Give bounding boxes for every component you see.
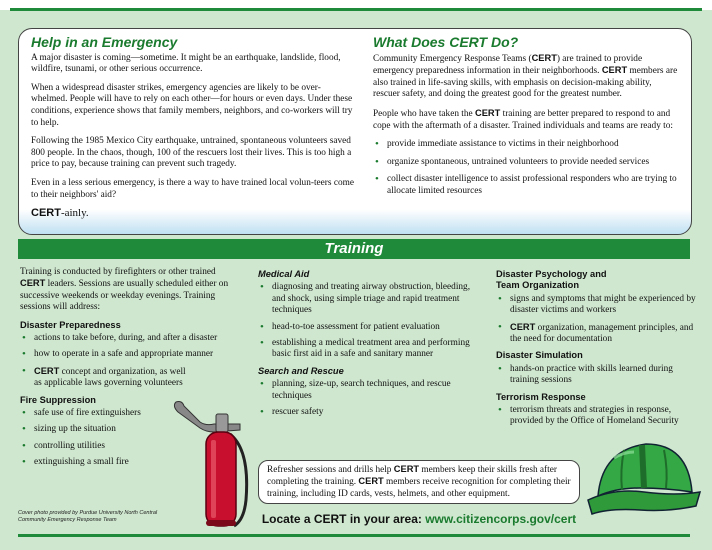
list-item: • organize spontaneous, untrained volunteers to provide needed services: [373, 157, 679, 169]
cert-word: CERT: [474, 107, 501, 118]
text-span: members keep their skills fresh after completing the training.: [267, 465, 557, 488]
cert-word: CERT: [601, 65, 628, 76]
cert-word: CERT: [34, 365, 60, 376]
cert-word: CERT: [358, 476, 384, 487]
list-item: • sizing up the situation: [20, 424, 230, 435]
list-item: • rescuer safety: [258, 407, 476, 418]
credit-line-1: Cover photo provided by Purdue University North Central: [18, 510, 158, 516]
list-item: • terrorism threats and strategies in response, provided by the Office of Homeland Security: [496, 405, 700, 428]
text-span: members are also trained in life-saving skills, with emphasis on decision-making ability, rescuer safety, and doing the greatest good for the greatest number.: [373, 66, 678, 100]
terrorism-heading: Terrorism Response: [496, 391, 586, 402]
list-item: • signs and symptoms that might be experienced by disaster victims and workers: [496, 294, 700, 317]
text-span: Refresher sessions and drills help: [267, 465, 394, 475]
help-p1: A major disaster is coming—sometime. It might be an earthquake, landslide, flood, wildfire, tsunami, or other serious occurrence.: [31, 52, 341, 75]
training-intro: [20, 267, 230, 314]
psychology-heading: Disaster Psychology and Team Organization: [496, 269, 607, 291]
list-item: • how to operate in a safe and appropriate manner: [20, 349, 230, 360]
help-p2: When a widespread disaster strikes, emergency agencies are likely to be over-whelmed. People will have to rely on each other—for hours or even days. Under these conditions, experience shows that family members, neighbors, and co-workers will try to help.: [31, 82, 353, 128]
list-item: • provide immediate assistance to victims in their neighborhood: [373, 139, 679, 151]
list-item: [20, 366, 194, 390]
training-title: Training: [324, 240, 384, 257]
list-item: • planning, size-up, search techniques, and rescue techniques: [258, 379, 476, 402]
training-band: [18, 239, 690, 259]
cert-do-heading: What Does CERT Do?: [373, 34, 519, 50]
list-item: • extinguishing a small fire: [20, 457, 230, 468]
top-rule: [10, 8, 702, 11]
certainly-suffix: -ainly.: [60, 207, 89, 220]
text-span: concept and organization, as well as applicable laws governing volunteers: [34, 366, 186, 389]
list-item: • actions to take before, during, and after a disaster: [20, 333, 230, 344]
psychology-list: [496, 294, 700, 346]
cert-do-column: [373, 34, 679, 204]
text-span: organization, management principles, and the need for documentation: [510, 322, 694, 345]
preparedness-list: [20, 333, 230, 390]
bottom-rule: [18, 534, 690, 537]
text-span: Community Emergency Response Teams (: [373, 53, 532, 64]
simulation-heading: Disaster Simulation: [496, 350, 583, 361]
cert-word: CERT: [510, 321, 536, 332]
cert-word: CERT: [531, 52, 557, 63]
search-rescue-heading: Search and Rescue: [258, 365, 344, 376]
help-column: [31, 34, 357, 220]
preparedness-heading: Disaster Preparedness: [20, 319, 121, 330]
intro-panel: [18, 28, 692, 235]
training-column-3: [496, 267, 700, 433]
search-rescue-list: [258, 379, 476, 418]
text-span: ) are trained to provide emergency preparedness information in their neighborhoods.: [373, 53, 643, 77]
fire-extinguisher-icon: [170, 400, 260, 530]
fire-heading: Fire Suppression: [20, 394, 96, 405]
medical-list: [258, 282, 476, 360]
medical-heading: Medical Aid: [258, 269, 310, 279]
simulation-list: [496, 364, 700, 387]
list-item: • collect disaster intelligence to assist professional responders who are trying to allocate limited resources: [373, 174, 679, 197]
list-item: [496, 322, 700, 346]
locate-label: Locate a CERT in your area:: [261, 512, 426, 526]
list-item: • hands-on practice with skills learned during training sessions: [496, 364, 700, 387]
cert-website-link[interactable]: www.citizencorps.gov/cert: [425, 512, 577, 526]
cert-do-p2: [373, 108, 679, 132]
cert-do-list: [373, 139, 679, 197]
list-item: • head-to-toe assessment for patient evaluation: [258, 322, 476, 333]
training-column-2: [258, 267, 476, 423]
help-heading: Help in an Emergency: [31, 34, 178, 50]
list-item: • controlling utilities: [20, 441, 230, 452]
terrorism-list: [496, 405, 700, 428]
text-span: members receive recognition for completing their training, including ID cards, vests, helmets, and other equipment.: [267, 477, 571, 499]
list-item: • diagnosing and treating airway obstruction, bleeding, and shock, using simple triage and rapid treatment techniques: [258, 282, 476, 316]
help-p4: Even in a less serious emergency, is there a way to have trained local volun-teers come to their neighbors' aid?: [31, 177, 354, 200]
hard-hat-icon: [584, 430, 704, 520]
photo-credit: [18, 510, 157, 523]
text-span: leaders. Sessions are usually scheduled either on successive weekends or weekday evenings. Training sessions will address:: [20, 279, 229, 313]
text-span: training are better prepared to respond to and cope with the aftermath of a disaster. Trained individuals and teams are ready to:: [373, 108, 673, 131]
cert-word: CERT: [20, 278, 46, 289]
help-p3: Following the 1985 Mexico City earthquake, untrained, spontaneous volunteers saved 800 people. In the chaos, though, 100 of the rescuers lost their lives. This is too high a price to pay, because training can prevent such tragedy.: [31, 136, 352, 170]
text-span: People who have taken the: [373, 108, 475, 119]
refresher-box: [258, 460, 580, 504]
list-item: • safe use of fire extinguishers: [20, 408, 230, 419]
list-item: • establishing a medical treatment area and performing basic first aid in a safe and sanitary manner: [258, 338, 476, 361]
cert-word: CERT: [31, 207, 61, 220]
certainly-line: [31, 208, 357, 220]
credit-line-2: Community Emergency Response Team: [18, 516, 117, 523]
locate-line: [258, 512, 580, 526]
cert-do-p1: [373, 53, 679, 101]
cert-word: CERT: [393, 464, 420, 474]
text-span: Training is conducted by firefighters or other trained: [20, 267, 216, 277]
